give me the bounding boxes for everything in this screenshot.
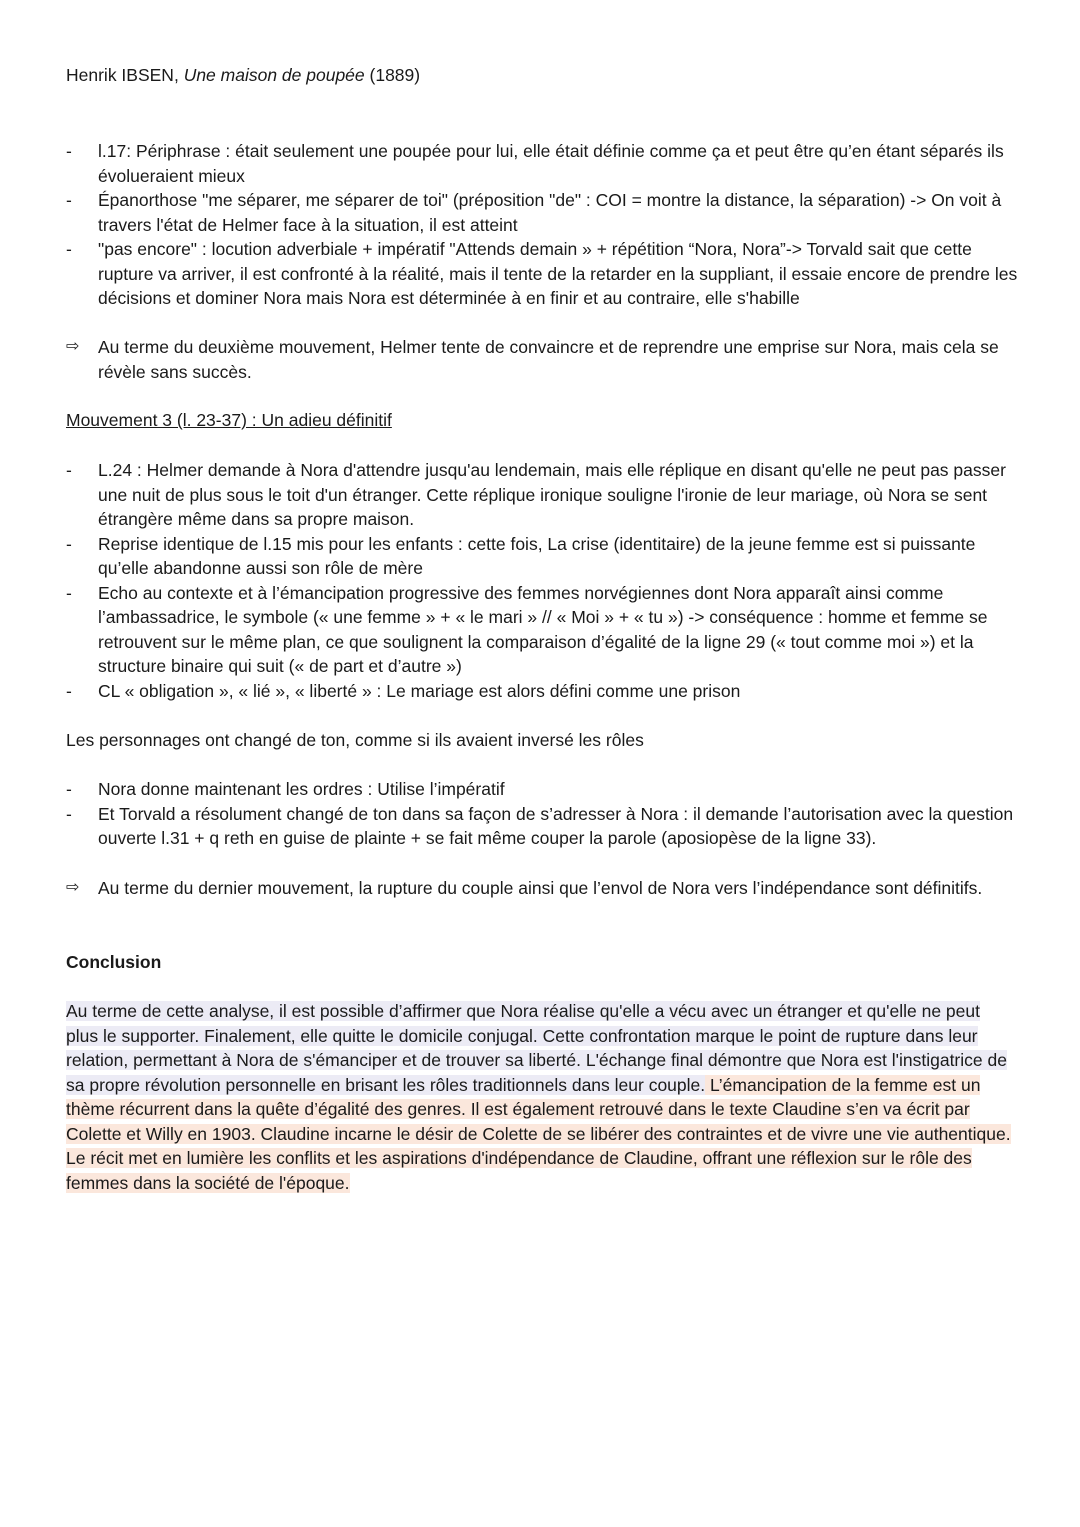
dash-bullet: - bbox=[66, 460, 72, 480]
highlighted-text-peach: L’émancipation de la femme est un thème récurrent dans la quête d’égalité des genres. Il est également retrouvé dans le texte Claudine s’en va écrit par Colette et Willy en 1903. Claudine incarne le désir de Colette de se libérer des contraintes et de vivre une vie authentique. Le récit met en lumière les conflits et les aspirations d'indépendance de Claudine, offrant une réflexion sur le rôle des femmes dans la société de l'époque. bbox=[66, 1074, 1011, 1193]
conclusion-mvt2: ⇨ Au terme du deuxième mouvement, Helmer tente de convaincre et de reprendre une emprise sur Nora, mais cela se révèle sans succès. bbox=[66, 337, 999, 382]
list-item: - Nora donne maintenant les ordres : Utilise l’impératif bbox=[66, 777, 1026, 802]
dash-bullet: - bbox=[66, 141, 72, 161]
header-author: Henrik IBSEN, bbox=[66, 65, 184, 85]
conclusion-mvt3: ⇨ Au terme du dernier mouvement, la rupture du couple ainsi que l’envol de Nora vers l’indépendance sont définitifs. bbox=[66, 876, 1026, 901]
document-header bbox=[66, 63, 420, 88]
dash-bullet: - bbox=[66, 190, 72, 210]
arrow-icon: ⇨ bbox=[66, 879, 80, 896]
dash-bullet: - bbox=[66, 680, 72, 701]
dash-bullet: - bbox=[66, 533, 72, 554]
header-year: (1889) bbox=[364, 65, 421, 85]
list-item: - "pas encore" : locution adverbiale + impératif "Attends demain » + répétition “Nora, Nora”-> Torvald sait que cette rupture va arriver, il est confronté à la réalité, mais il tente de la retarder en la suppliant, il essaie encore de prendre les décisions et dominer Nora mais Nora est déterminée à en finir et au contraire, elle s'habille bbox=[66, 239, 1018, 308]
dash-bullet: - bbox=[66, 803, 72, 824]
bullet-list-mvt3 bbox=[66, 458, 1026, 703]
conclusion-heading: Conclusion bbox=[66, 952, 162, 972]
conclusion-paragraph bbox=[66, 999, 1016, 1195]
highlighted-text-lavender: Au terme de cette analyse, il est possible d’affirmer que Nora réalise qu'elle a vécu avec un étranger et qu'elle ne peut plus le supporter. Finalement, elle quitte le domicile conjugal. Cette confrontation marque le point de rupture dans leur relation, permettant à Nora de s'émanciper et de trouver sa liberté. L'échange final démontre que Nora est l'instigatrice de sa propre révolution personnelle en brisant les rôles traditionnels dans leur couple. bbox=[66, 1001, 1007, 1095]
list-item: - Épanorthose "me séparer, me séparer de toi" (préposition "de" : COI = montre la distance, la séparation) -> On voit à travers l'état de Helmer face à la situation, il est atteint bbox=[66, 190, 1002, 235]
personnages-line: Les personnages ont changé de ton, comme si ils avaient inversé les rôles bbox=[66, 730, 644, 750]
bullet-list-roles bbox=[66, 777, 1026, 851]
dash-bullet: - bbox=[66, 779, 72, 799]
bullet-list-mvt2 bbox=[66, 139, 1026, 311]
header-title: Une maison de poupée bbox=[183, 65, 365, 85]
mouvement3-title: Mouvement 3 (l. 23-37) : Un adieu définitif bbox=[66, 410, 392, 430]
dash-bullet: - bbox=[66, 239, 72, 259]
list-item: - Echo au contexte et à l’émancipation progressive des femmes norvégiennes dont Nora apparaît ainsi comme l’ambassadrice, le symbole (« une femme » + « le mari » // « Moi » + « tu ») -> conséquence : homme et femme se retrouvent sur le même plan, ce que soulignent la comparaison d’égalité de la ligne 29 (« tout comme moi ») et la structure binaire qui suit (« de part et d’autre ») bbox=[66, 582, 988, 676]
dash-bullet: - bbox=[66, 582, 72, 603]
list-item: - CL « obligation », « lié », « liberté » : Le mariage est alors défini comme une prison bbox=[66, 679, 1026, 704]
list-item: - l.17: Périphrase : était seulement une poupée pour lui, elle était définie comme ça et peut être qu’en étant séparés ils évolueraient mieux bbox=[66, 141, 1004, 186]
list-item: - Et Torvald a résolument changé de ton dans sa façon de s’adresser à Nora : il demande l’autorisation avec la question ouverte l.31 + q reth en guise de plainte + se fait même couper la parole (aposiopèse de la ligne 33). bbox=[66, 803, 1014, 848]
arrow-icon: ⇨ bbox=[66, 338, 80, 355]
list-item: - Reprise identique de l.15 mis pour les enfants : cette fois, La crise (identitaire) de la jeune femme est si puissante qu’elle abandonne aussi son rôle de mère bbox=[66, 533, 976, 578]
list-item: - L.24 : Helmer demande à Nora d'attendre jusqu'au lendemain, mais elle réplique en disant qu'elle ne peut pas passer une nuit de plus sous le toit d'un étranger. Cette réplique ironique souligne l'ironie de leur mariage, où Nora se sent étrangère même dans sa propre maison. bbox=[66, 460, 1006, 529]
